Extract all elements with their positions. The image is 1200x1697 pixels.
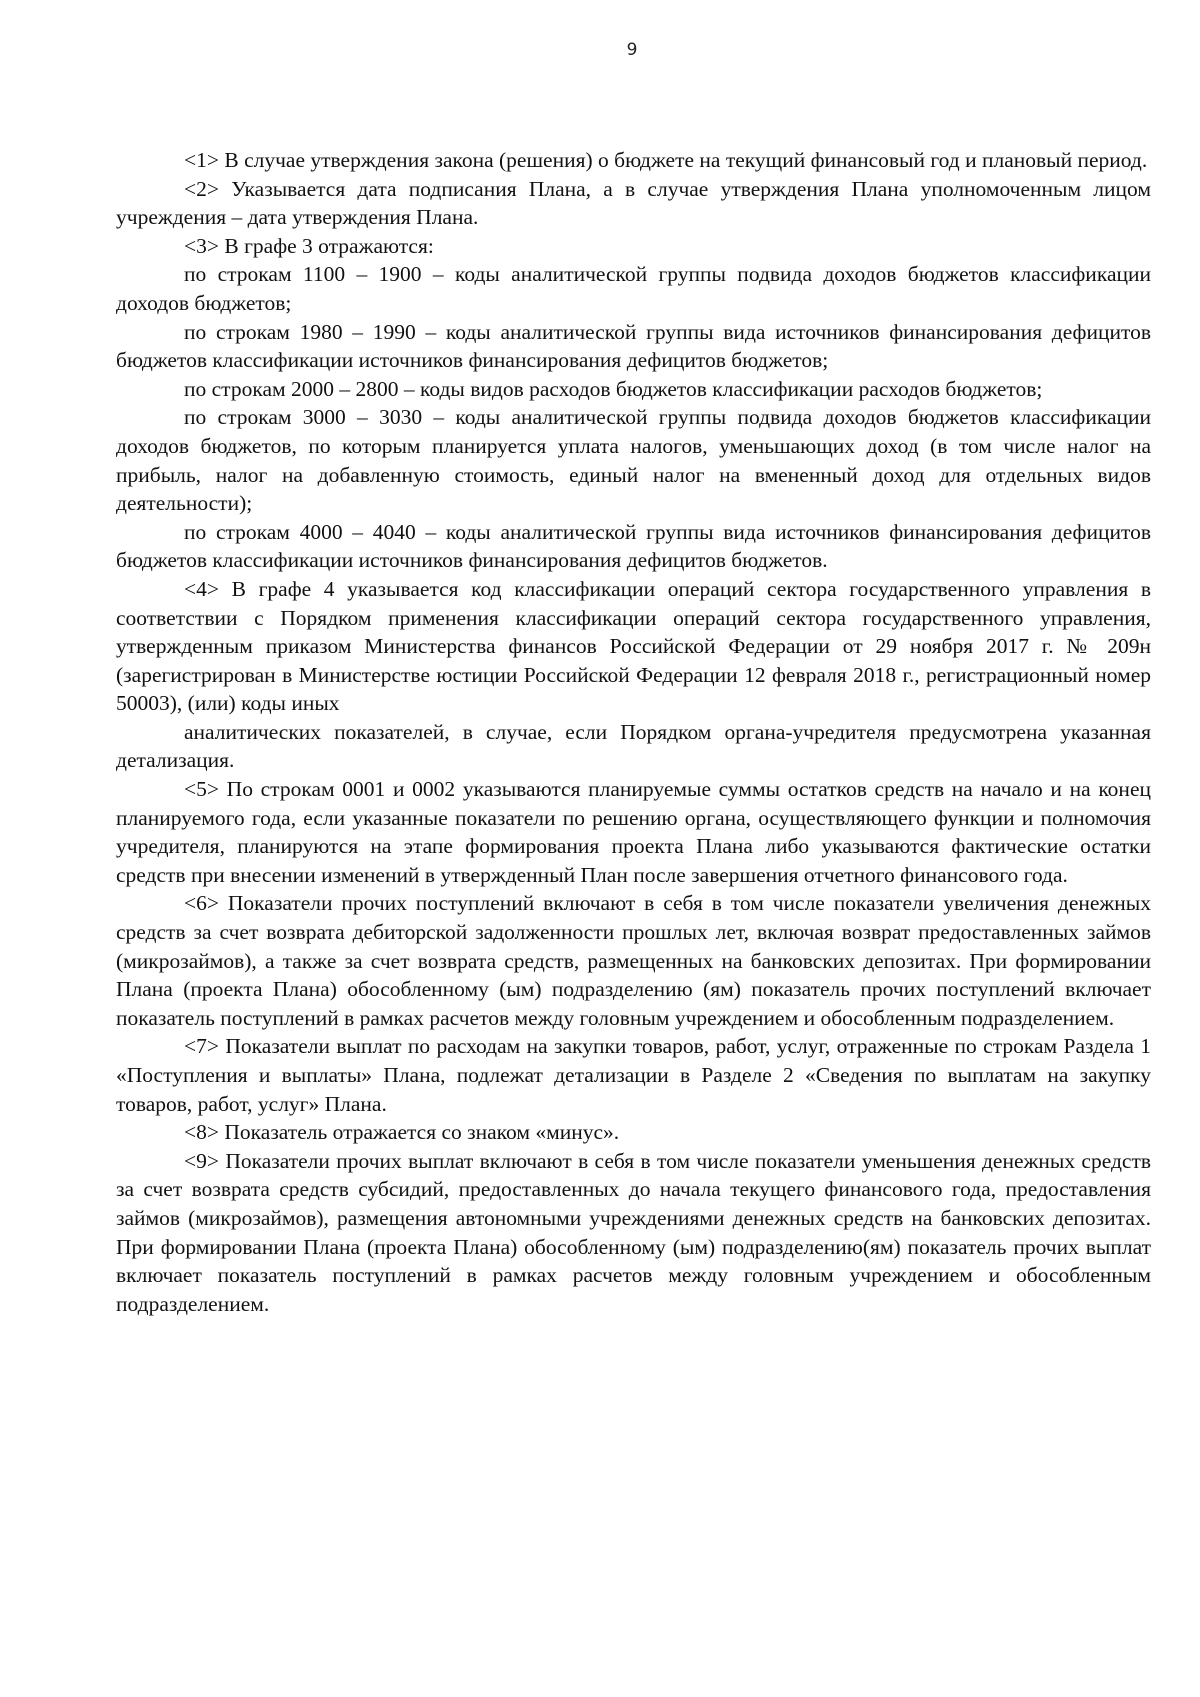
footnote-3-rows-1980-1990: по строкам 1980 – 1990 – коды аналитической группы вида источников финансирования дефицитов бюджетов классификации источников финансирования дефицитов бюджетов;	[116, 319, 1151, 373]
page-number: 9	[626, 40, 638, 60]
footnote-4-continuation: аналитических показателей, в случае, если Порядком органа-учредителя предусмотрена указанная детализация.	[116, 719, 1151, 773]
footnote-3-rows-1100-1900: по строкам 1100 – 1900 – коды аналитической группы подвида доходов бюджетов классификации доходов бюджетов;	[116, 262, 1151, 315]
footnote-7: <7> Показатели выплат по расходам на закупки товаров, работ, услуг, отраженные по строкам Раздела 1 «Поступления и выплаты» Плана, подлежат детализации в Разделе 2 «Сведения по выплатам на закупку товаров, работ, услуг» Плана.	[116, 1034, 1151, 1116]
footnote-4: <4> В графе 4 указывается код классификации операций сектора государственного управления в соответствии с Порядком применения классификации операций сектора государственного управления, утвержденным приказом Министерства финансов Российской Федерации от 29 ноября 2017 г. № 209н (зарегистрирован в Министерстве юстиции Российской Федерации 12 февраля 2018 г., регистрационный номер 50003), (или) коды иных	[116, 576, 1151, 716]
footnote-3-rows-4000-4040: по строкам 4000 – 4040 – коды аналитической группы вида источников финансирования дефицитов бюджетов классификации источников финансирования дефицитов бюджетов.	[116, 519, 1151, 573]
footnote-2: <2> Указывается дата подписания Плана, а в случае утверждения Плана уполномоченным лицом учреждения – дата утверждения Плана.	[116, 176, 1151, 230]
footnote-5: <5> По строкам 0001 и 0002 указываются планируемые суммы остатков средств на начало и на конец планируемого года, если указанные показатели по решению органа, осуществляющего функции и полномочия учредителя, планируются на этапе формирования проекта Плана либо указываются фактические остатки средств при внесении изменений в утвержденный План после завершения отчетного финансового года.	[116, 777, 1151, 887]
footnote-9: <9> Показатели прочих выплат включают в себя в том числе показатели уменьшения денежных средств за счет возврата средств субсидий, предоставленных до начала текущего финансового года, предоставления займов (микрозаймов), размещения автономными учреждениями денежных средств на банковских депозитах. При формировании Плана (проекта Плана) обособленному (ым) подразделению(ям) показатель прочих выплат включает показатель поступлений в рамках расчетов между головным учреждением и обособленным подразделением.	[116, 1148, 1151, 1316]
footnote-3-rows-3000-3030: по строкам 3000 – 3030 – коды аналитической группы подвида доходов бюджетов классификации доходов бюджетов, по которым планируется уплата налогов, уменьшающих доход (в том числе налог на прибыль, налог на добавленную стоимость, единый налог на вмененный доход для отдельных видов деятельности);	[116, 405, 1151, 516]
footnote-8: <8> Показатель отражается со знаком «минус».	[184, 1120, 620, 1145]
footnotes-body	[116, 146, 1151, 1318]
footnote-3: <3> В графе 3 отражаются:	[184, 233, 434, 258]
footnote-6: <6> Показатели прочих поступлений включают в себя в том числе показатели увеличения денежных средств за счет возврата дебиторской задолженности прошлых лет, включая возврат предоставленных займов (микрозаймов), а также за счет возврата средств, размещенных на банковских депозитах. При формировании Плана (проекта Плана) обособленному (ым) подразделению (ям) показатель прочих поступлений включает показатель поступлений в рамках расчетов между головным учреждением и обособленным подразделением.	[116, 891, 1151, 1030]
footnote-3-rows-2000-2800: по строкам 2000 – 2800 – коды видов расходов бюджетов классификации расходов бюджетов;	[184, 376, 1043, 401]
footnote-1: <1> В случае утверждения закона (решения) о бюджете на текущий финансовый год и плановый период.	[184, 148, 1148, 172]
